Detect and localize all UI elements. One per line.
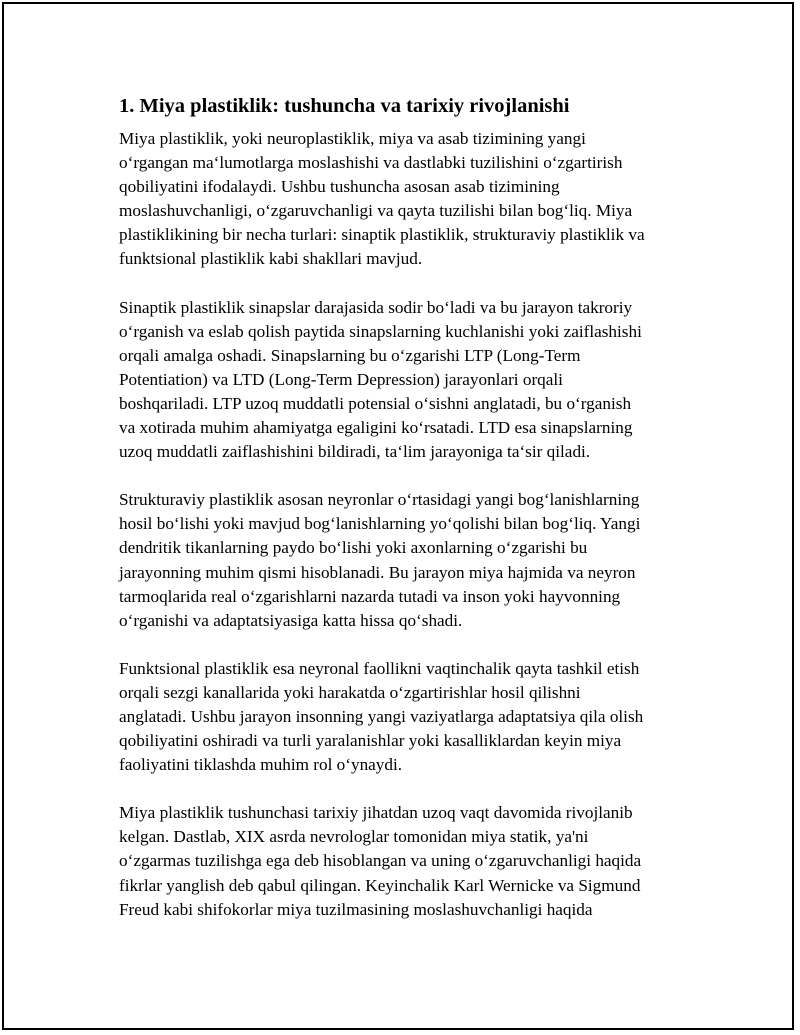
text-line: Miya plastiklik, yoki neuroplastiklik, miya va asab tizimining yangi: [119, 129, 586, 148]
text-line: va xotirada muhim ahamiyatga egaligini ko‘rsatadi. LTD esa sinapslarning: [119, 418, 633, 438]
paragraph-functional: [119, 657, 689, 777]
text-line: orqali sezgi kanallarida yoki harakatda o‘zgartirishlar hosil qilishni: [119, 682, 581, 702]
text-line: o‘rganish va eslab qolish paytida sinapslarning kuchlanishi yoki zaiflashishi: [119, 321, 642, 341]
text-line: Miya plastiklik tushunchasi tarixiy jihatdan uzoq vaqt davomida rivojlanib: [119, 803, 633, 823]
text-line: uzoq muddatli zaiflashishini bildiradi, ta‘lim jarayoniga ta‘sir qiladi.: [119, 442, 591, 462]
text-line: Potentiation) va LTD (Long-Term Depression) jarayonlari orqali: [119, 369, 563, 389]
section-title: 1. Miya plastiklik: tushuncha va tarixiy rivojlanishi: [119, 95, 570, 117]
text-line: dendritik tikanlarning paydo bo‘lishi yoki axonlarning o‘zgarishi bu: [119, 538, 588, 558]
paragraph-synaptic: [119, 296, 689, 465]
text-line: moslashuvchanligi, o‘zgaruvchanligi va qayta tuzilishi bilan bog‘liq. Miya: [119, 201, 633, 221]
text-line: o‘rganishi va adaptatsiyasiga katta hissa qo‘shadi.: [119, 610, 463, 630]
text-line: hosil bo‘lishi yoki mavjud bog‘lanishlarning yo‘qolishi bilan bog‘liq. Yangi: [119, 514, 641, 534]
paragraph-history: [119, 801, 689, 921]
text-line: boshqariladi. LTP uzoq muddatli potensial o‘sishni anglatadi, bu o‘rganish: [119, 393, 632, 413]
text-line: Sinaptik plastiklik sinapslar darajasida sodir bo‘ladi va bu jarayon takroriy: [119, 297, 633, 317]
text-line: faoliyatini tiklashda muhim rol o‘ynaydi.: [119, 755, 403, 775]
text-line: Funktsional plastiklik esa neyronal faollikni vaqtinchalik qayta tashkil etish: [119, 658, 640, 678]
text-line: orqali amalga oshadi. Sinapslarning bu o‘zgarishi LTP (Long-Term: [119, 345, 581, 365]
text-line: anglatadi. Ushbu jarayon insonning yangi vaziyatlarga adaptatsiya qila olish: [119, 706, 644, 726]
paragraph-structural: [119, 488, 689, 633]
text-line: qobiliyatini ifodalaydi. Ushbu tushuncha asosan asab tizimining: [119, 177, 560, 197]
paragraph-intro: [119, 127, 689, 272]
text-line: o‘rgangan ma‘lumotlarga moslashishi va dastlabki tuzilishini o‘zgartirish: [119, 153, 623, 173]
text-line: Strukturaviy plastiklik asosan neyronlar o‘rtasidagi yangi bog‘lanishlarning: [119, 490, 640, 510]
text-line: funktsional plastiklik kabi shakllari mavjud.: [119, 249, 423, 269]
text-line: jarayonning muhim qismi hisoblanadi. Bu jarayon miya hajmida va neyron: [119, 562, 636, 582]
text-line: tarmoqlarida real o‘zgarishlarni nazarda tutadi va inson yoki hayvonning: [119, 586, 621, 606]
text-line: kelgan. Dastlab, XIX asrda nevrologlar tomonidan miya statik, ya'ni: [119, 827, 589, 847]
text-line: plastiklikining bir necha turlari: sinaptik plastiklik, strukturaviy plastiklik va: [119, 225, 645, 245]
text-line: Freud kabi shifokorlar miya tuzilmasining moslashuvchanligi haqida: [119, 899, 593, 919]
text-line: fikrlar yanglish deb qabul qilingan. Keyinchalik Karl Wernicke va Sigmund: [119, 875, 641, 895]
document-body: [119, 92, 689, 946]
text-line: o‘zgarmas tuzilishga ega deb hisoblangan va uning o‘zgaruvchanligi haqida: [119, 851, 642, 871]
text-line: qobiliyatini oshiradi va turli yaralanishlar yoki kasalliklardan keyin miya: [119, 731, 622, 751]
